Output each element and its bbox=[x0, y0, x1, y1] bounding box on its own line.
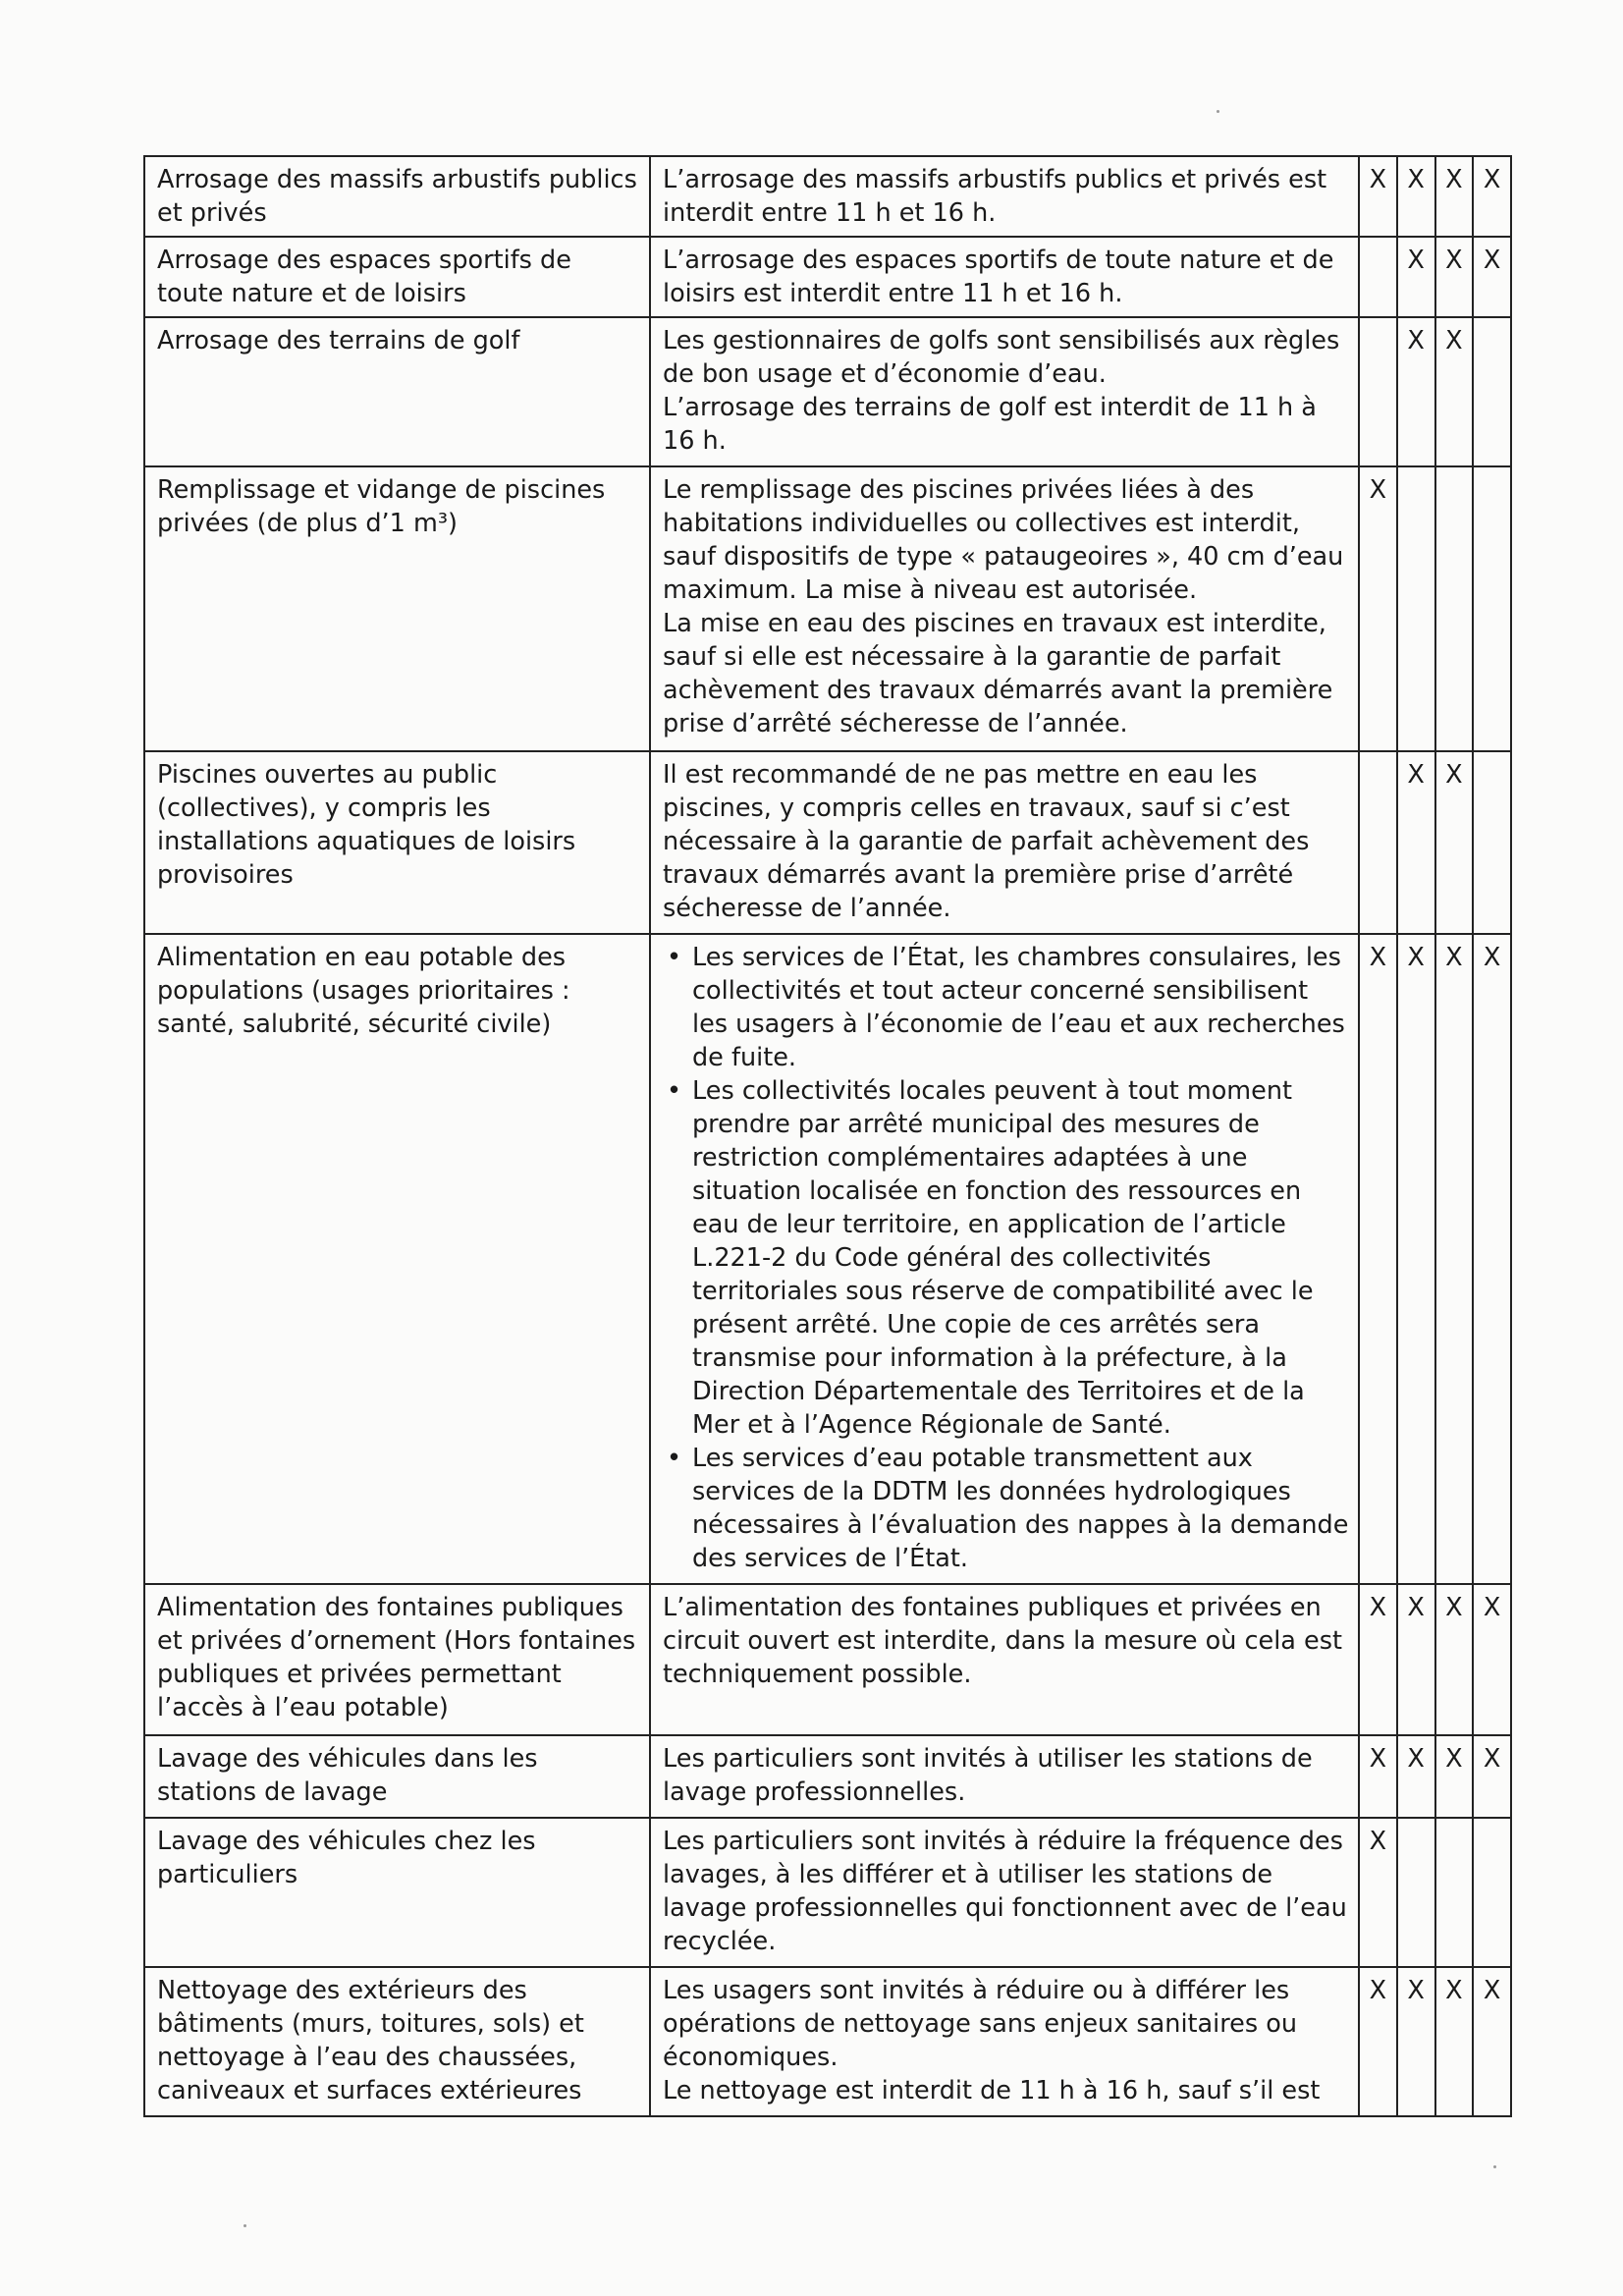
level-mark: X bbox=[1369, 1593, 1387, 1622]
level-cell-3 bbox=[1435, 934, 1474, 1584]
measure-cell bbox=[650, 466, 1359, 751]
measure-cell bbox=[650, 317, 1359, 466]
table-row bbox=[144, 466, 1511, 751]
measure-text: Le remplissage des piscines privées liées à des habitations individuelles ou collectives est interdit, sauf dispositifs de type « pataugeoires », 40 cm d’eau maximum. La mise à niveau est autorisée. bbox=[663, 475, 1344, 605]
usage-text: Remplissage et vidange de piscines privées (de plus d’1 m³) bbox=[157, 475, 606, 538]
level-mark: X bbox=[1407, 943, 1425, 972]
usage-cell bbox=[144, 1735, 650, 1818]
measure-cell bbox=[650, 1735, 1359, 1818]
usage-text: Arrosage des massifs arbustifs publics et privés bbox=[157, 165, 637, 228]
list-item: • Les services de l’État, les chambres consulaires, les collectivités et tout acteur concerné sensibilisent les usagers à l’économie de l’eau et aux recherches de fuite. bbox=[692, 941, 1350, 1074]
level-cell-4 bbox=[1473, 317, 1511, 466]
usage-text: Arrosage des terrains de golf bbox=[157, 326, 520, 355]
scan-speck bbox=[1217, 110, 1219, 113]
table-row bbox=[144, 1818, 1511, 1967]
level-cell-2 bbox=[1397, 317, 1435, 466]
level-mark: X bbox=[1407, 246, 1425, 275]
table-row bbox=[144, 1735, 1511, 1818]
level-cell-1 bbox=[1359, 466, 1397, 751]
usage-cell bbox=[144, 156, 650, 237]
level-mark: X bbox=[1407, 326, 1425, 355]
usage-text: Piscines ouvertes au public (collectives), y compris les installations aquatiques de loisirs provisoires bbox=[157, 760, 576, 890]
level-cell-3 bbox=[1435, 1584, 1474, 1735]
level-cell-2 bbox=[1397, 1735, 1435, 1818]
level-cell-1 bbox=[1359, 751, 1397, 934]
level-mark: X bbox=[1445, 246, 1463, 275]
level-mark: X bbox=[1369, 943, 1387, 972]
measure-text: Les gestionnaires de golfs sont sensibilisés aux règles de bon usage et d’économie d’eau. bbox=[663, 326, 1340, 389]
measure-text: L’alimentation des fontaines publiques et privées en circuit ouvert est interdite, dans la mesure où cela est techniquement possible. bbox=[663, 1593, 1342, 1689]
level-cell-2 bbox=[1397, 1967, 1435, 2116]
usage-text: Alimentation en eau potable des populations (usages prioritaires : santé, salubrité, sécurité civile) bbox=[157, 943, 570, 1039]
measure-cell bbox=[650, 237, 1359, 317]
measure-text: La mise en eau des piscines en travaux est interdite, sauf si elle est nécessaire à la garantie de parfait achèvement des travaux démarrés avant la première prise d’arrêté sécheresse de l’année. bbox=[663, 609, 1333, 738]
level-mark: X bbox=[1369, 165, 1387, 194]
level-cell-2 bbox=[1397, 751, 1435, 934]
measure-cell bbox=[650, 1967, 1359, 2116]
usage-cell bbox=[144, 934, 650, 1584]
level-cell-3 bbox=[1435, 751, 1474, 934]
level-mark: X bbox=[1407, 165, 1425, 194]
level-cell-1 bbox=[1359, 156, 1397, 237]
usage-cell bbox=[144, 466, 650, 751]
table-row bbox=[144, 934, 1511, 1584]
level-cell-1 bbox=[1359, 1818, 1397, 1967]
table-body bbox=[144, 156, 1511, 2116]
measure-text: L’arrosage des massifs arbustifs publics et privés est interdit entre 11 h et 16 h. bbox=[663, 165, 1327, 228]
measure-text: L’arrosage des terrains de golf est interdit de 11 h à 16 h. bbox=[663, 393, 1317, 456]
level-mark: X bbox=[1407, 1744, 1425, 1774]
measure-bullet-list bbox=[663, 941, 1350, 1575]
level-mark: X bbox=[1407, 760, 1425, 790]
level-mark: X bbox=[1483, 943, 1501, 972]
level-cell-2 bbox=[1397, 934, 1435, 1584]
level-cell-3 bbox=[1435, 1818, 1474, 1967]
level-cell-4 bbox=[1473, 1584, 1511, 1735]
level-mark: X bbox=[1445, 1976, 1463, 2005]
measure-cell bbox=[650, 934, 1359, 1584]
table-row bbox=[144, 1584, 1511, 1735]
usage-text: Lavage des véhicules dans les stations de lavage bbox=[157, 1744, 538, 1807]
level-cell-3 bbox=[1435, 1735, 1474, 1818]
scan-speck bbox=[243, 2224, 246, 2227]
measure-cell bbox=[650, 1818, 1359, 1967]
level-mark: X bbox=[1483, 165, 1501, 194]
level-mark: X bbox=[1445, 326, 1463, 355]
level-cell-2 bbox=[1397, 466, 1435, 751]
level-mark: X bbox=[1483, 1976, 1501, 2005]
usage-cell bbox=[144, 1967, 650, 2116]
level-cell-2 bbox=[1397, 156, 1435, 237]
level-cell-2 bbox=[1397, 1584, 1435, 1735]
table-row bbox=[144, 156, 1511, 237]
list-item: • Les services d’eau potable transmettent aux services de la DDTM les données hydrologiques nécessaires à l’évaluation des nappes à la demande des services de l’État. bbox=[692, 1442, 1350, 1575]
level-cell-1 bbox=[1359, 1584, 1397, 1735]
level-mark: X bbox=[1407, 1976, 1425, 2005]
usage-text: Alimentation des fontaines publiques et privées d’ornement (Hors fontaines publiques et privées permettant l’accès à l’eau potable) bbox=[157, 1593, 636, 1722]
level-cell-3 bbox=[1435, 317, 1474, 466]
measure-cell bbox=[650, 1584, 1359, 1735]
level-cell-4 bbox=[1473, 466, 1511, 751]
usage-cell bbox=[144, 751, 650, 934]
level-cell-3 bbox=[1435, 1967, 1474, 2116]
measure-text: Les particuliers sont invités à réduire la fréquence des lavages, à les différer et à utiliser les stations de lavage professionnelles qui fonctionnent avec de l’eau recyclée. bbox=[663, 1827, 1347, 1956]
level-cell-3 bbox=[1435, 237, 1474, 317]
measure-text: Le nettoyage est interdit de 11 h à 16 h, sauf s’il est bbox=[663, 2076, 1321, 2105]
usage-cell bbox=[144, 317, 650, 466]
level-mark: X bbox=[1445, 1744, 1463, 1774]
level-mark: X bbox=[1369, 475, 1387, 505]
level-cell-3 bbox=[1435, 466, 1474, 751]
measure-cell bbox=[650, 156, 1359, 237]
level-cell-4 bbox=[1473, 934, 1511, 1584]
level-mark: X bbox=[1407, 1593, 1425, 1622]
scan-speck bbox=[1493, 2165, 1496, 2168]
level-mark: X bbox=[1483, 1593, 1501, 1622]
level-cell-1 bbox=[1359, 1967, 1397, 2116]
level-mark: X bbox=[1445, 1593, 1463, 1622]
measure-text: Les usagers sont invités à réduire ou à différer les opérations de nettoyage sans enjeux sanitaires ou économiques. bbox=[663, 1976, 1298, 2072]
level-cell-4 bbox=[1473, 1818, 1511, 1967]
usage-cell bbox=[144, 1584, 650, 1735]
level-mark: X bbox=[1369, 1976, 1387, 2005]
level-cell-1 bbox=[1359, 237, 1397, 317]
level-cell-1 bbox=[1359, 934, 1397, 1584]
level-cell-4 bbox=[1473, 751, 1511, 934]
level-mark: X bbox=[1445, 943, 1463, 972]
table-row bbox=[144, 317, 1511, 466]
measure-text: Les particuliers sont invités à utiliser les stations de lavage professionnelles. bbox=[663, 1744, 1313, 1807]
level-mark: X bbox=[1483, 246, 1501, 275]
usage-text: Arrosage des espaces sportifs de toute nature et de loisirs bbox=[157, 246, 571, 308]
level-mark: X bbox=[1369, 1744, 1387, 1774]
level-cell-2 bbox=[1397, 237, 1435, 317]
level-cell-4 bbox=[1473, 1735, 1511, 1818]
level-cell-3 bbox=[1435, 156, 1474, 237]
measure-cell bbox=[650, 751, 1359, 934]
level-cell-4 bbox=[1473, 1967, 1511, 2116]
level-mark: X bbox=[1483, 1744, 1501, 1774]
measure-text: Il est recommandé de ne pas mettre en eau les piscines, y compris celles en travaux, sauf si c’est nécessaire à la garantie de parfait achèvement des travaux démarrés avant la première prise d’arrêté sécheresse de l’année. bbox=[663, 760, 1310, 923]
list-item: • Les collectivités locales peuvent à tout moment prendre par arrêté municipal des mesures de restriction complémentaires adaptées à une situation localisée en fonction des ressources en eau de leur territoire, en application de l’article L.221-2 du Code général des collectivités territoriales sous réserve de compatibilité avec le présent arrêté. Une copie de ces arrêtés sera transmise pour information à la préfecture, à la Direction Départementale des Territoires et de la Mer et à l’Agence Régionale de Santé. bbox=[692, 1074, 1350, 1442]
usage-text: Nettoyage des extérieurs des bâtiments (murs, toitures, sols) et nettoyage à l’eau des chaussées, caniveaux et surfaces extérieures bbox=[157, 1976, 584, 2105]
level-mark: X bbox=[1369, 1827, 1387, 1856]
table-row bbox=[144, 1967, 1511, 2116]
level-cell-4 bbox=[1473, 237, 1511, 317]
level-mark: X bbox=[1445, 760, 1463, 790]
level-cell-1 bbox=[1359, 1735, 1397, 1818]
table-row bbox=[144, 237, 1511, 317]
usage-text: Lavage des véhicules chez les particuliers bbox=[157, 1827, 536, 1889]
level-cell-2 bbox=[1397, 1818, 1435, 1967]
level-cell-1 bbox=[1359, 317, 1397, 466]
table-row bbox=[144, 751, 1511, 934]
usage-cell bbox=[144, 237, 650, 317]
measure-text: L’arrosage des espaces sportifs de toute nature et de loisirs est interdit entre 11 h et 16 h. bbox=[663, 246, 1334, 308]
restrictions-table bbox=[143, 155, 1512, 2117]
level-mark: X bbox=[1445, 165, 1463, 194]
level-cell-4 bbox=[1473, 156, 1511, 237]
usage-cell bbox=[144, 1818, 650, 1967]
